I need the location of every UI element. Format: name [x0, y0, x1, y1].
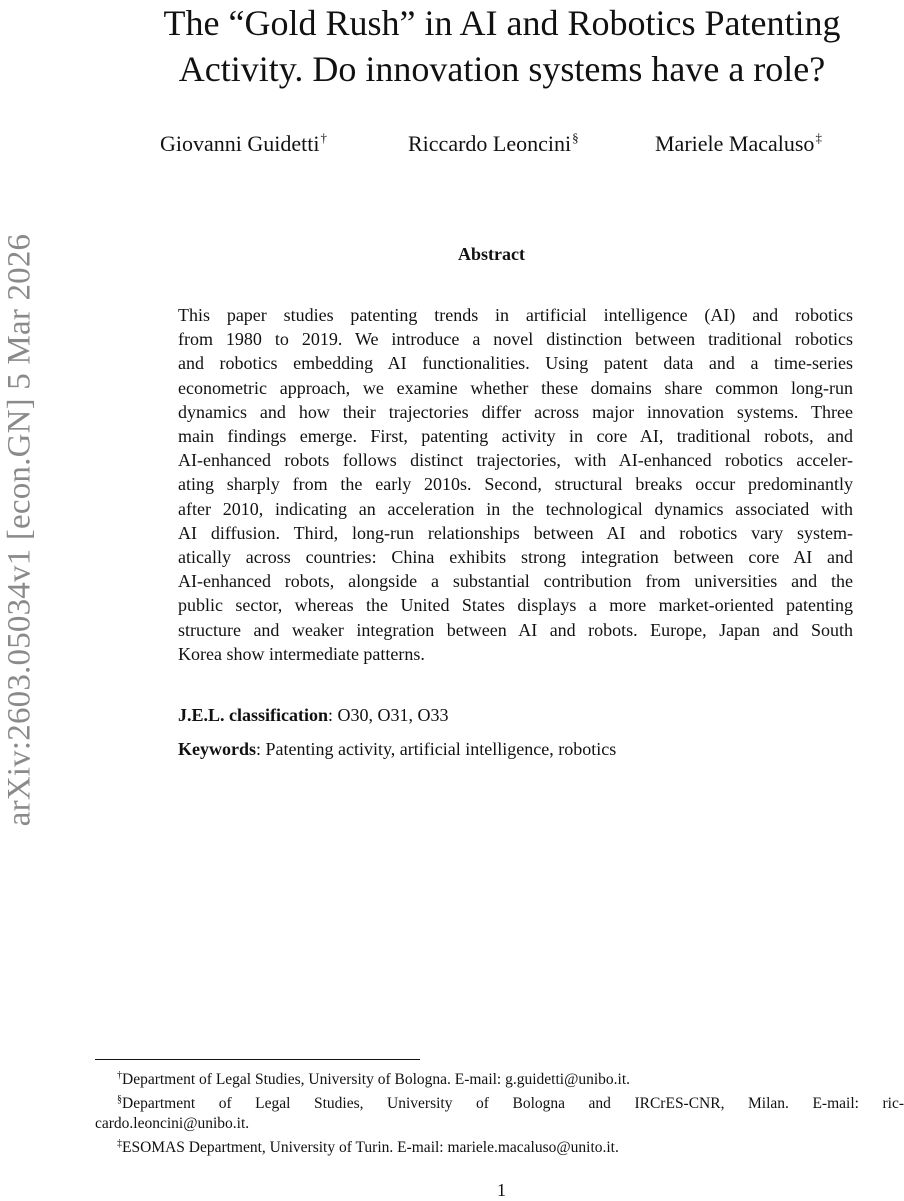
author-3-mark: ‡: [815, 130, 822, 145]
abstract-line: main findings emerge. First, patenting activity in core AI, traditional robots, and: [178, 426, 853, 447]
jel-label: J.E.L. classification: [178, 705, 329, 725]
footnote-3: [95, 1134, 904, 1158]
page-number: 1: [497, 1180, 506, 1200]
abstract-line: AI diffusion. Third, long-run relationships between AI and robotics vary system-: [178, 522, 853, 543]
abstract-line: dynamics and how their trajectories differ across major innovation systems. Three: [178, 401, 853, 422]
title-line-2: Activity. Do innovation systems have a role?: [178, 49, 826, 89]
keywords-label: Keywords: [178, 739, 256, 759]
abstract-line: atically across countries: China exhibits strong integration between core AI and: [178, 547, 853, 568]
abstract-line: and robotics embedding AI functionalities. Using patent data and a time-series: [178, 353, 853, 374]
abstract-line: ating sharply from the early 2010s. Second, structural breaks occur predominantly: [178, 474, 853, 495]
jel-value: : O30, O31, O33: [328, 705, 449, 725]
abstract-line: public sector, whereas the United States displays a more market-oriented patenting: [178, 595, 853, 616]
footnote-2-continuation: cardo.leoncini@unibo.it.: [95, 1115, 250, 1132]
footnote-1: [95, 1066, 904, 1090]
footnote-3-mark: ‡: [117, 1138, 122, 1149]
abstract-line: This paper studies patenting trends in artificial intelligence (AI) and robotics: [178, 305, 853, 325]
abstract-line: AI-enhanced robots, alongside a substantial contribution from universities and the: [178, 571, 853, 592]
author-2-mark: §: [572, 130, 579, 145]
abstract-heading: Abstract: [458, 244, 525, 264]
author-1-mark: †: [320, 130, 327, 145]
title-line-1: The “Gold Rush” in AI and Robotics Patenting: [163, 3, 841, 43]
footnote-1-text: Department of Legal Studies, University of Bologna. E-mail: g.guidetti@unibo.it.: [122, 1071, 631, 1088]
arxiv-identifier: arXiv:2603.05034v1 [econ.GN] 5 Mar 2026: [1, 233, 38, 827]
footnote-2-mark: §: [117, 1094, 122, 1105]
keywords: [178, 739, 616, 760]
author-3-name: Mariele Macaluso: [655, 131, 815, 156]
author-2: [408, 130, 579, 157]
footnote-2: [95, 1090, 904, 1114]
paper-title: [92, 0, 904, 92]
footnote-2-text: Department of Legal Studies, University of Bologna and IRCrES-CNR, Milan. E-mail: ric-: [122, 1095, 904, 1112]
footnotes: [95, 1066, 904, 1158]
abstract-line: econometric approach, we examine whether these domains share common long-run: [178, 377, 853, 398]
abstract-line: Korea show intermediate patterns.: [178, 643, 425, 664]
jel-classification: [178, 705, 449, 726]
author-2-name: Riccardo Leoncini: [408, 131, 572, 156]
abstract-line: AI-enhanced robots follows distinct trajectories, with AI-enhanced robotics acceler-: [178, 450, 853, 471]
abstract-line: from 1980 to 2019. We introduce a novel distinction between traditional robotics: [178, 329, 853, 350]
footnote-3-text: ESOMAS Department, University of Turin. E-mail: mariele.macaluso@unito.it.: [122, 1139, 619, 1156]
arxiv-side-stamp: [0, 200, 40, 860]
author-1: [160, 130, 327, 157]
abstract-line: structure and weaker integration between AI and robots. Europe, Japan and South: [178, 619, 853, 640]
abstract-line: after 2010, indicating an acceleration in the technological dynamics associated with: [178, 498, 853, 519]
footnote-rule: [95, 1059, 420, 1060]
author-3: [655, 130, 822, 157]
keywords-value: : Patenting activity, artificial intelligence, robotics: [256, 739, 617, 759]
author-1-name: Giovanni Guidetti: [160, 131, 320, 156]
footnote-1-mark: †: [117, 1070, 122, 1081]
abstract-text: [178, 303, 853, 666]
